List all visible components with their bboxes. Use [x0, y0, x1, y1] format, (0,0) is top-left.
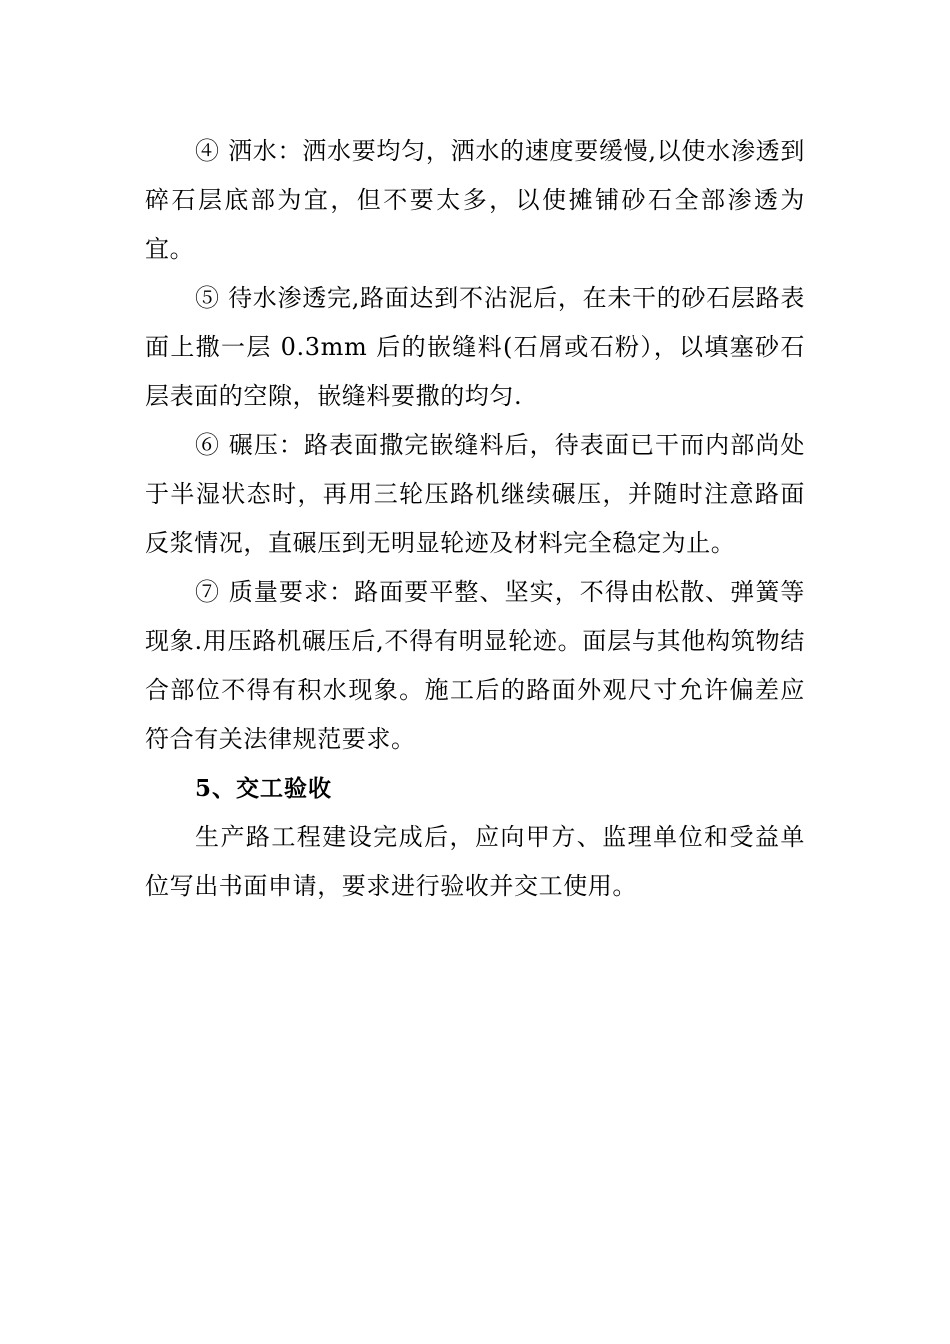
paragraph-quality-requirements: ⑦ 质量要求：路面要平整、坚实，不得由松散、弹簧等现象.用压路机碾压后,不得有明显轮迹。面层与其他构筑物结合部位不得有积水现象。施工后的路面外观尺寸允许偏差应符合有关法律规范要求。 [145, 578, 805, 753]
document-body [145, 127, 805, 911]
paragraph-joint-filler: ⑤ 待水渗透完,路面达到不沾泥后，在未干的砂石层路表面上撒一层 0.3mm 后的嵌缝料(石屑或石粉），以填塞砂石层表面的空隙，嵌缝料要撒的均匀. [145, 284, 805, 410]
paragraph-sprinkling: ④ 洒水：洒水要均匀，洒水的速度要缓慢,以使水渗透到碎石层底部为宜，但不要太多，以使摊铺砂石全部渗透为宜。 [145, 137, 805, 263]
paragraph-rolling: ⑥ 碾压：路表面撒完嵌缝料后，待表面已干而内部尚处于半湿状态时，再用三轮压路机继续碾压，并随时注意路面反浆情况，直碾压到无明显轮迹及材料完全稳定为止。 [145, 431, 805, 557]
section-heading-acceptance: 5、交工验收 [195, 775, 333, 802]
paragraph-acceptance: 生产路工程建设完成后，应向甲方、监理单位和受益单位写出书面申请，要求进行验收并交工使用。 [145, 823, 805, 900]
